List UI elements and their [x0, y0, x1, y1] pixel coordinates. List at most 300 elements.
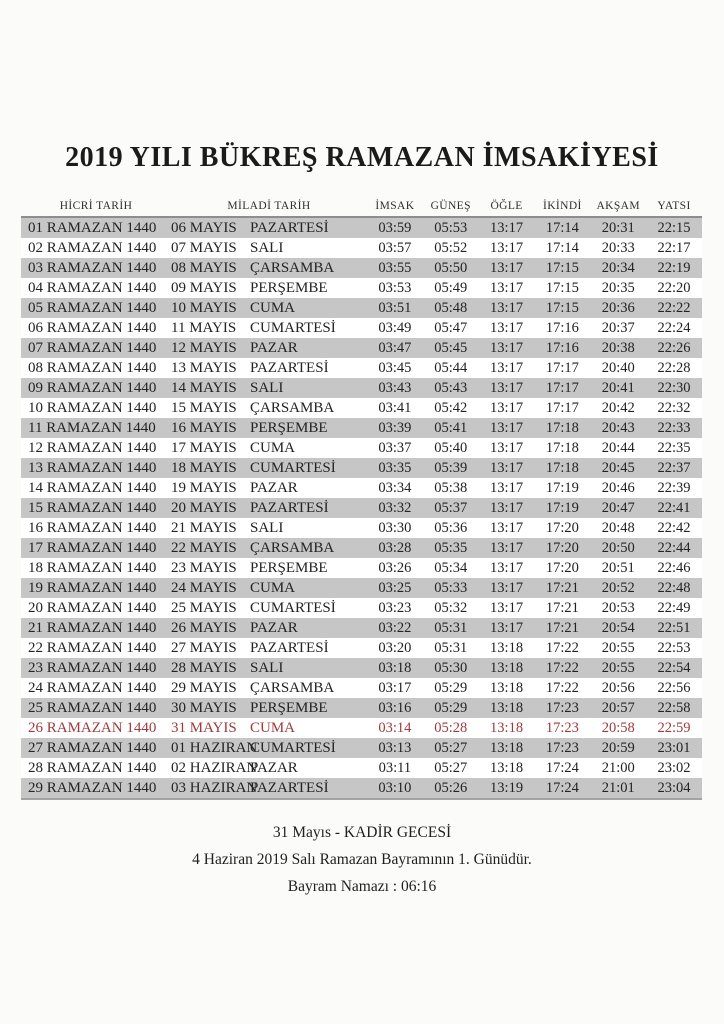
cell-aksam-time: 20:59 [601, 739, 635, 756]
cell-date: 28 MAYIS [171, 659, 237, 676]
cell-imsak-time: 03:43 [378, 379, 412, 396]
cell-aksam-time: 20:34 [601, 259, 635, 276]
cell-gunes-time: 05:31 [434, 619, 468, 636]
cell-imsak-time: 03:10 [378, 779, 412, 796]
cell-aksam-time: 20:40 [601, 359, 635, 376]
cell-aksam-time: 20:35 [601, 279, 635, 296]
cell-day-name: PERŞEMBE [250, 699, 328, 716]
cell-hijri-date: 02 RAMAZAN 1440 [28, 239, 157, 256]
cell-ogle-time: 13:17 [490, 359, 524, 376]
cell-yatsi-time: 22:48 [657, 579, 691, 596]
cell-imsak-time: 03:49 [378, 319, 412, 336]
cell-gregorian-date [171, 760, 367, 777]
cell-ikindi-time: 17:17 [545, 399, 579, 416]
cell-ogle-time: 13:18 [490, 639, 524, 656]
cell-ogle-time: 13:17 [490, 339, 524, 356]
cell-day-name: ÇARSAMBA [250, 679, 335, 696]
cell-gunes-time: 05:47 [434, 319, 468, 336]
cell-aksam-time: 20:42 [601, 399, 635, 416]
cell-hijri-date: 20 RAMAZAN 1440 [28, 599, 157, 616]
cell-hijri-date: 22 RAMAZAN 1440 [28, 639, 157, 656]
cell-imsak-time: 03:41 [378, 399, 412, 416]
cell-hijri-date: 23 RAMAZAN 1440 [28, 659, 157, 676]
cell-ogle-time: 13:17 [490, 539, 524, 556]
cell-gunes-time: 05:52 [434, 239, 468, 256]
cell-aksam-time: 20:56 [601, 679, 635, 696]
cell-gunes-time: 05:48 [434, 299, 468, 316]
cell-ogle-time: 13:17 [490, 279, 524, 296]
cell-gregorian-date [171, 520, 367, 537]
cell-imsak-time: 03:25 [378, 579, 412, 596]
table-header-row [21, 192, 702, 216]
cell-date: 24 MAYIS [171, 579, 237, 596]
cell-imsak-time: 03:34 [378, 479, 412, 496]
cell-date: 03 HAZIRAN [171, 779, 258, 796]
cell-date: 23 MAYIS [171, 559, 237, 576]
cell-hijri-date: 19 RAMAZAN 1440 [28, 579, 157, 596]
cell-day-name: CUMARTESİ [250, 459, 336, 476]
cell-yatsi-time: 22:22 [657, 299, 691, 316]
page-title: 2019 YILI BÜKREŞ RAMAZAN İMSAKİYESİ [65, 142, 659, 173]
cell-ogle-time: 13:18 [490, 679, 524, 696]
table-row [21, 698, 702, 718]
cell-hijri-date: 18 RAMAZAN 1440 [28, 559, 157, 576]
cell-day-name: PERŞEMBE [250, 279, 328, 296]
cell-ikindi-time: 17:22 [545, 679, 579, 696]
table-row [21, 718, 702, 738]
cell-date: 08 MAYIS [171, 259, 237, 276]
cell-imsak-time: 03:57 [378, 239, 412, 256]
cell-gregorian-date [171, 640, 367, 657]
cell-hijri-date: 15 RAMAZAN 1440 [28, 499, 157, 516]
cell-ikindi-time: 17:23 [545, 739, 579, 756]
cell-ikindi-time: 17:24 [545, 759, 579, 776]
cell-gregorian-date [171, 300, 367, 317]
header-imsak: İMSAK [375, 200, 415, 212]
table-row [21, 738, 702, 758]
cell-ogle-time: 13:17 [490, 219, 524, 236]
cell-gunes-time: 05:28 [434, 719, 468, 736]
cell-aksam-time: 20:52 [601, 579, 635, 596]
cell-yatsi-time: 22:53 [657, 639, 691, 656]
table-row [21, 438, 702, 458]
cell-ikindi-time: 17:20 [545, 519, 579, 536]
footer-kadir-gecesi-note: 31 Mayıs - KADİR GECESİ [272, 824, 452, 841]
cell-day-name: PAZAR [250, 339, 298, 356]
cell-aksam-time: 20:54 [601, 619, 635, 636]
cell-yatsi-time: 22:24 [657, 319, 691, 336]
cell-ogle-time: 13:17 [490, 519, 524, 536]
cell-yatsi-time: 22:15 [657, 219, 691, 236]
cell-aksam-time: 21:00 [601, 759, 635, 776]
cell-gunes-time: 05:37 [434, 499, 468, 516]
cell-hijri-date: 07 RAMAZAN 1440 [28, 339, 157, 356]
cell-date: 06 MAYIS [171, 219, 237, 236]
cell-ogle-time: 13:18 [490, 659, 524, 676]
cell-day-name: PAZAR [250, 619, 298, 636]
cell-day-name: PERŞEMBE [250, 419, 328, 436]
cell-gregorian-date [171, 700, 367, 717]
cell-date: 25 MAYIS [171, 599, 237, 616]
cell-yatsi-time: 23:01 [657, 739, 691, 756]
cell-imsak-time: 03:13 [378, 739, 412, 756]
cell-imsak-time: 03:18 [378, 659, 412, 676]
cell-gregorian-date [171, 440, 367, 457]
cell-yatsi-time: 22:54 [657, 659, 691, 676]
cell-aksam-time: 20:57 [601, 699, 635, 716]
cell-aksam-time: 20:37 [601, 319, 635, 336]
cell-aksam-time: 20:38 [601, 339, 635, 356]
cell-date: 16 MAYIS [171, 419, 237, 436]
cell-gunes-time: 05:29 [434, 699, 468, 716]
table-row [21, 598, 702, 618]
cell-ogle-time: 13:18 [490, 699, 524, 716]
cell-hijri-date: 24 RAMAZAN 1440 [28, 679, 157, 696]
cell-ogle-time: 13:17 [490, 559, 524, 576]
table-row [21, 618, 702, 638]
cell-yatsi-time: 22:59 [657, 719, 691, 736]
table-row [21, 318, 702, 338]
cell-hijri-date: 27 RAMAZAN 1440 [28, 739, 157, 756]
cell-hijri-date: 08 RAMAZAN 1440 [28, 359, 157, 376]
cell-gunes-time: 05:43 [434, 379, 468, 396]
cell-yatsi-time: 22:33 [657, 419, 691, 436]
cell-day-name: PAZARTESİ [250, 779, 329, 796]
cell-aksam-time: 20:55 [601, 659, 635, 676]
table-row [21, 258, 702, 278]
cell-ogle-time: 13:17 [490, 459, 524, 476]
table-row [21, 558, 702, 578]
cell-day-name: PERŞEMBE [250, 559, 328, 576]
footer-notes [0, 819, 724, 900]
cell-yatsi-time: 22:32 [657, 399, 691, 416]
cell-gunes-time: 05:27 [434, 739, 468, 756]
cell-ikindi-time: 17:15 [545, 279, 579, 296]
cell-imsak-time: 03:16 [378, 699, 412, 716]
cell-gregorian-date [171, 580, 367, 597]
cell-gregorian-date [171, 540, 367, 557]
cell-hijri-date: 29 RAMAZAN 1440 [28, 779, 157, 796]
cell-yatsi-time: 22:19 [657, 259, 691, 276]
cell-ogle-time: 13:18 [490, 719, 524, 736]
cell-yatsi-time: 22:28 [657, 359, 691, 376]
cell-ikindi-time: 17:22 [545, 659, 579, 676]
cell-gregorian-date [171, 340, 367, 357]
cell-day-name: CUMA [250, 579, 296, 596]
cell-day-name: CUMA [250, 719, 296, 736]
cell-hijri-date: 21 RAMAZAN 1440 [28, 619, 157, 636]
cell-day-name: SALI [250, 239, 284, 256]
cell-day-name: CUMARTESİ [250, 599, 336, 616]
table-row [21, 398, 702, 418]
cell-day-name: PAZARTESİ [250, 639, 329, 656]
cell-imsak-time: 03:28 [378, 539, 412, 556]
cell-gunes-time: 05:34 [434, 559, 468, 576]
header-gregorian-date: MİLADİ TARİH [227, 200, 311, 212]
cell-hijri-date: 25 RAMAZAN 1440 [28, 699, 157, 716]
cell-ogle-time: 13:17 [490, 599, 524, 616]
cell-hijri-date: 28 RAMAZAN 1440 [28, 759, 157, 776]
cell-ikindi-time: 17:15 [545, 259, 579, 276]
cell-day-name: SALI [250, 519, 284, 536]
cell-imsak-time: 03:30 [378, 519, 412, 536]
cell-ikindi-time: 17:14 [545, 239, 579, 256]
table-row [21, 578, 702, 598]
cell-imsak-time: 03:37 [378, 439, 412, 456]
cell-yatsi-time: 23:04 [657, 779, 691, 796]
cell-yatsi-time: 22:51 [657, 619, 691, 636]
cell-date: 13 MAYIS [171, 359, 237, 376]
cell-ogle-time: 13:18 [490, 739, 524, 756]
cell-gunes-time: 05:39 [434, 459, 468, 476]
cell-gregorian-date [171, 220, 367, 237]
cell-ikindi-time: 17:20 [545, 559, 579, 576]
table-row [21, 678, 702, 698]
cell-aksam-time: 20:55 [601, 639, 635, 656]
cell-yatsi-time: 23:02 [657, 759, 691, 776]
cell-ikindi-time: 17:17 [545, 379, 579, 396]
cell-imsak-time: 03:26 [378, 559, 412, 576]
cell-gregorian-date [171, 780, 367, 797]
header-ikindi: İKİNDİ [542, 200, 582, 212]
cell-aksam-time: 20:51 [601, 559, 635, 576]
cell-day-name: ÇARSAMBA [250, 399, 335, 416]
cell-date: 26 MAYIS [171, 619, 237, 636]
cell-ogle-time: 13:17 [490, 439, 524, 456]
cell-hijri-date: 26 RAMAZAN 1440 [28, 719, 157, 736]
cell-imsak-time: 03:11 [378, 759, 412, 776]
cell-gunes-time: 05:36 [434, 519, 468, 536]
cell-yatsi-time: 22:17 [657, 239, 691, 256]
cell-imsak-time: 03:55 [378, 259, 412, 276]
cell-gregorian-date [171, 560, 367, 577]
cell-hijri-date: 06 RAMAZAN 1440 [28, 319, 157, 336]
cell-day-name: CUMARTESİ [250, 319, 336, 336]
table-row [21, 238, 702, 258]
cell-gregorian-date [171, 400, 367, 417]
cell-date: 10 MAYIS [171, 299, 237, 316]
cell-ikindi-time: 17:21 [545, 579, 579, 596]
cell-gregorian-date [171, 720, 367, 737]
cell-gunes-time: 05:44 [434, 359, 468, 376]
cell-hijri-date: 16 RAMAZAN 1440 [28, 519, 157, 536]
cell-aksam-time: 20:53 [601, 599, 635, 616]
cell-ogle-time: 13:17 [490, 319, 524, 336]
cell-gunes-time: 05:53 [434, 219, 468, 236]
cell-gregorian-date [171, 480, 367, 497]
cell-hijri-date: 17 RAMAZAN 1440 [28, 539, 157, 556]
cell-ikindi-time: 17:24 [545, 779, 579, 796]
cell-gunes-time: 05:45 [434, 339, 468, 356]
cell-hijri-date: 12 RAMAZAN 1440 [28, 439, 157, 456]
cell-imsak-time: 03:35 [378, 459, 412, 476]
cell-gunes-time: 05:38 [434, 479, 468, 496]
header-hijri-date: HİCRİ TARİH [59, 200, 133, 212]
cell-date: 07 MAYIS [171, 239, 237, 256]
cell-date: 29 MAYIS [171, 679, 237, 696]
cell-gunes-time: 05:32 [434, 599, 468, 616]
cell-ikindi-time: 17:22 [545, 639, 579, 656]
cell-yatsi-time: 22:37 [657, 459, 691, 476]
cell-gregorian-date [171, 240, 367, 257]
table-row [21, 298, 702, 318]
cell-gregorian-date [171, 360, 367, 377]
cell-ikindi-time: 17:19 [545, 479, 579, 496]
cell-gregorian-date [171, 740, 367, 757]
cell-ikindi-time: 17:16 [545, 339, 579, 356]
cell-gunes-time: 05:50 [434, 259, 468, 276]
cell-date: 14 MAYIS [171, 379, 237, 396]
header-yatsi: YATSI [657, 200, 691, 212]
cell-yatsi-time: 22:35 [657, 439, 691, 456]
cell-gunes-time: 05:26 [434, 779, 468, 796]
table-row [21, 218, 702, 238]
cell-day-name: CUMA [250, 439, 296, 456]
cell-ikindi-time: 17:20 [545, 539, 579, 556]
cell-date: 27 MAYIS [171, 639, 237, 656]
cell-gregorian-date [171, 380, 367, 397]
cell-hijri-date: 10 RAMAZAN 1440 [28, 399, 157, 416]
cell-day-name: ÇARSAMBA [250, 539, 335, 556]
cell-yatsi-time: 22:49 [657, 599, 691, 616]
cell-aksam-time: 20:43 [601, 419, 635, 436]
cell-day-name: SALI [250, 379, 284, 396]
cell-aksam-time: 21:01 [601, 779, 635, 796]
cell-date: 01 HAZIRAN [171, 739, 258, 756]
cell-date: 31 MAYIS [171, 719, 237, 736]
cell-ikindi-time: 17:18 [545, 439, 579, 456]
table-row [21, 538, 702, 558]
cell-hijri-date: 01 RAMAZAN 1440 [28, 219, 157, 236]
table-row [21, 758, 702, 778]
cell-imsak-time: 03:14 [378, 719, 412, 736]
cell-ogle-time: 13:17 [490, 299, 524, 316]
cell-ikindi-time: 17:23 [545, 699, 579, 716]
cell-aksam-time: 20:44 [601, 439, 635, 456]
cell-imsak-time: 03:45 [378, 359, 412, 376]
cell-day-name: CUMARTESİ [250, 739, 336, 756]
cell-gregorian-date [171, 500, 367, 517]
cell-gregorian-date [171, 620, 367, 637]
cell-aksam-time: 20:58 [601, 719, 635, 736]
cell-aksam-time: 20:33 [601, 239, 635, 256]
cell-gunes-time: 05:31 [434, 639, 468, 656]
cell-gunes-time: 05:41 [434, 419, 468, 436]
table-body [21, 216, 702, 800]
cell-date: 18 MAYIS [171, 459, 237, 476]
table-row [21, 378, 702, 398]
cell-ogle-time: 13:17 [490, 619, 524, 636]
cell-day-name: CUMA [250, 299, 296, 316]
cell-imsak-time: 03:53 [378, 279, 412, 296]
cell-ikindi-time: 17:21 [545, 619, 579, 636]
cell-imsak-time: 03:51 [378, 299, 412, 316]
table-row [21, 478, 702, 498]
cell-yatsi-time: 22:20 [657, 279, 691, 296]
cell-imsak-time: 03:20 [378, 639, 412, 656]
cell-gregorian-date [171, 260, 367, 277]
table-row [21, 458, 702, 478]
cell-date: 02 HAZIRAN [171, 759, 258, 776]
table-row [21, 658, 702, 678]
cell-ogle-time: 13:17 [490, 419, 524, 436]
cell-date: 11 MAYIS [171, 319, 237, 336]
cell-date: 22 MAYIS [171, 539, 237, 556]
cell-gregorian-date [171, 320, 367, 337]
cell-yatsi-time: 22:56 [657, 679, 691, 696]
cell-date: 21 MAYIS [171, 519, 237, 536]
cell-ogle-time: 13:17 [490, 379, 524, 396]
cell-ogle-time: 13:18 [490, 759, 524, 776]
cell-gregorian-date [171, 660, 367, 677]
cell-ikindi-time: 17:18 [545, 459, 579, 476]
cell-date: 20 MAYIS [171, 499, 237, 516]
header-gunes: GÜNEŞ [430, 200, 471, 212]
cell-ogle-time: 13:17 [490, 239, 524, 256]
cell-gregorian-date [171, 420, 367, 437]
cell-ogle-time: 13:17 [490, 479, 524, 496]
cell-hijri-date: 14 RAMAZAN 1440 [28, 479, 157, 496]
cell-ikindi-time: 17:17 [545, 359, 579, 376]
cell-yatsi-time: 22:46 [657, 559, 691, 576]
table-row [21, 518, 702, 538]
cell-ogle-time: 13:17 [490, 499, 524, 516]
cell-date: 17 MAYIS [171, 439, 237, 456]
cell-gunes-time: 05:35 [434, 539, 468, 556]
cell-aksam-time: 20:41 [601, 379, 635, 396]
cell-aksam-time: 20:50 [601, 539, 635, 556]
cell-ikindi-time: 17:15 [545, 299, 579, 316]
cell-date: 30 MAYIS [171, 699, 237, 716]
cell-hijri-date: 09 RAMAZAN 1440 [28, 379, 157, 396]
cell-hijri-date: 05 RAMAZAN 1440 [28, 299, 157, 316]
cell-gunes-time: 05:42 [434, 399, 468, 416]
cell-day-name: PAZARTESİ [250, 359, 329, 376]
cell-gregorian-date [171, 280, 367, 297]
cell-gregorian-date [171, 460, 367, 477]
cell-aksam-time: 20:47 [601, 499, 635, 516]
table-row [21, 338, 702, 358]
cell-imsak-time: 03:17 [378, 679, 412, 696]
cell-yatsi-time: 22:42 [657, 519, 691, 536]
cell-yatsi-time: 22:58 [657, 699, 691, 716]
cell-hijri-date: 03 RAMAZAN 1440 [28, 259, 157, 276]
table-row [21, 418, 702, 438]
cell-date: 12 MAYIS [171, 339, 237, 356]
cell-gregorian-date [171, 600, 367, 617]
footer-bayram-day-note: 4 Haziran 2019 Salı Ramazan Bayramının 1. Günüdür. [192, 851, 532, 868]
header-aksam: AKŞAM [596, 200, 640, 212]
cell-aksam-time: 20:36 [601, 299, 635, 316]
cell-yatsi-time: 22:30 [657, 379, 691, 396]
cell-gunes-time: 05:49 [434, 279, 468, 296]
cell-ikindi-time: 17:23 [545, 719, 579, 736]
cell-imsak-time: 03:22 [378, 619, 412, 636]
table-row [21, 778, 702, 798]
prayer-times-table [21, 192, 702, 800]
table-row [21, 278, 702, 298]
cell-gregorian-date [171, 680, 367, 697]
cell-gunes-time: 05:40 [434, 439, 468, 456]
cell-ikindi-time: 17:18 [545, 419, 579, 436]
header-ogle: ÖĞLE [490, 200, 523, 212]
cell-day-name: PAZAR [250, 479, 298, 496]
cell-imsak-time: 03:23 [378, 599, 412, 616]
table-row [21, 638, 702, 658]
cell-imsak-time: 03:59 [378, 219, 412, 236]
cell-imsak-time: 03:32 [378, 499, 412, 516]
cell-day-name: PAZARTESİ [250, 499, 329, 516]
